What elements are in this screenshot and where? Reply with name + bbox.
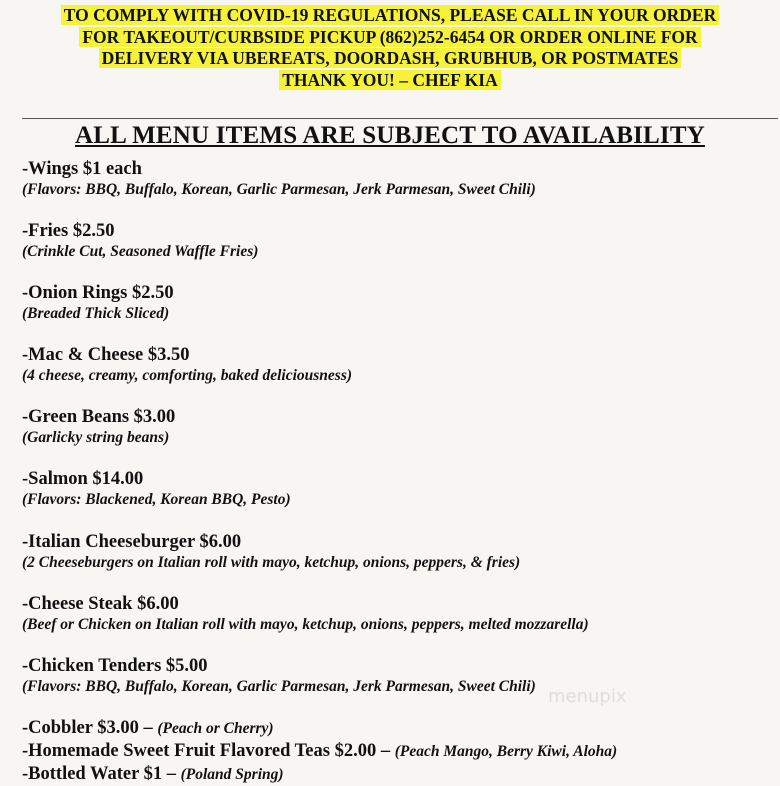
item-desc: (Flavors: Blackened, Korean BBQ, Pesto) [22, 491, 291, 508]
notice-line-4: THANK YOU! – CHEF KIA [279, 70, 501, 90]
notice-line-1: TO COMPLY WITH COVID-19 REGULATIONS, PLEASE CALL IN YOUR ORDER [61, 5, 719, 25]
item-name: -Italian Cheeseburger $6.00 [22, 532, 242, 552]
item-name: -Cheese Steak $6.00 [22, 594, 179, 614]
menu-item-onion-rings [22, 282, 174, 324]
item-desc: (Poland Spring) [180, 766, 284, 783]
covid-notice [0, 0, 780, 91]
divider [22, 118, 778, 119]
menu-item-mac-cheese [22, 344, 352, 386]
item-name: -Salmon $14.00 [22, 469, 144, 489]
menu-item-cobbler [22, 717, 274, 740]
item-desc: (Flavors: BBQ, Buffalo, Korean, Garlic Parmesan, Jerk Parmesan, Sweet Chili) [22, 181, 536, 198]
item-name: -Green Beans $3.00 [22, 407, 176, 427]
notice-line-2: FOR TAKEOUT/CURBSIDE PICKUP (862)252-6454 OR ORDER ONLINE FOR [79, 27, 700, 47]
item-desc: (2 Cheeseburgers on Italian roll with mayo, ketchup, onions, peppers, & fries) [22, 554, 521, 571]
menu-item-wings [22, 158, 536, 200]
item-desc: (Garlicky string beans) [22, 429, 170, 446]
item-name: -Mac & Cheese $3.50 [22, 345, 190, 365]
menu-item-italian-cheeseburger [22, 531, 520, 573]
item-name: -Bottled Water $1 – [22, 764, 181, 784]
watermark: menupix [548, 686, 627, 707]
item-name: -Cobbler $3.00 – [22, 718, 158, 738]
item-desc: (Crinkle Cut, Seasoned Waffle Fries) [22, 243, 259, 260]
menu-item-cheese-steak [22, 593, 589, 635]
menu-item-fries [22, 220, 258, 262]
item-desc: (4 cheese, creamy, comforting, baked deliciousness) [22, 367, 353, 384]
item-name: -Chicken Tenders $5.00 [22, 656, 208, 676]
menu-item-chicken-tenders [22, 655, 536, 697]
item-desc: (Beef or Chicken on Italian roll with mayo, ketchup, onions, peppers, melted mozzarella) [22, 616, 589, 633]
item-name: -Homemade Sweet Fruit Flavored Teas $2.00 – [22, 741, 395, 761]
item-name: -Fries $2.50 [22, 221, 115, 241]
notice-line-3: DELIVERY VIA UBEREATS, DOORDASH, GRUBHUB, OR POSTMATES [99, 48, 682, 68]
menu-item-bottled-water [22, 763, 284, 786]
menu-item-salmon [22, 468, 291, 510]
menu-heading: ALL MENU ITEMS ARE SUBJECT TO AVAILABILITY [75, 122, 705, 149]
item-desc: (Peach or Cherry) [157, 720, 274, 737]
menu-item-teas [22, 740, 617, 763]
menu-item-green-beans [22, 406, 175, 448]
item-desc: (Peach Mango, Berry Kiwi, Aloha) [394, 743, 618, 760]
item-name: -Wings $1 each [22, 159, 142, 179]
item-desc: (Flavors: BBQ, Buffalo, Korean, Garlic Parmesan, Jerk Parmesan, Sweet Chili) [22, 678, 536, 695]
item-desc: (Breaded Thick Sliced) [22, 305, 170, 322]
item-name: -Onion Rings $2.50 [22, 283, 174, 303]
